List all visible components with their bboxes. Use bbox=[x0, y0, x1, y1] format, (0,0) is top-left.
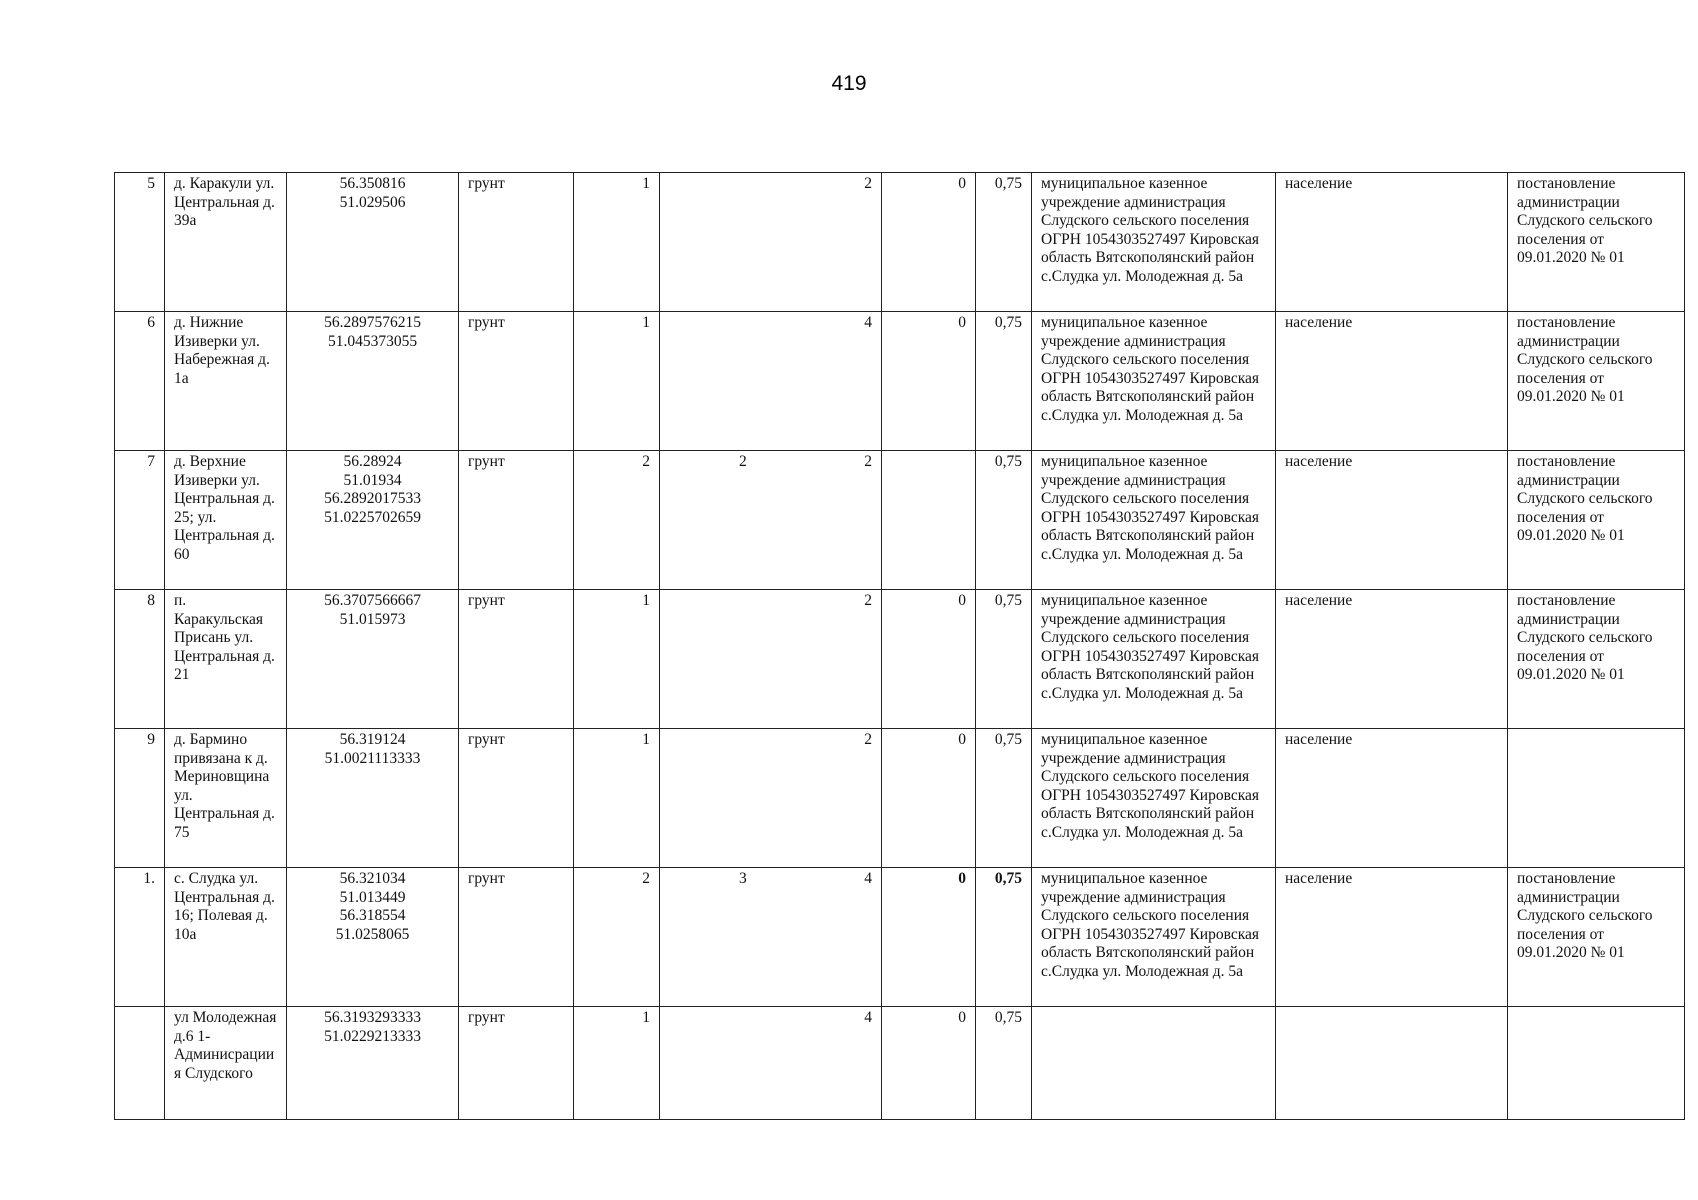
address-cell: д. Каракули ул. Центральная д. 39а bbox=[165, 173, 287, 312]
row-number: 1. bbox=[115, 868, 165, 1007]
coordinate: 51.029506 bbox=[339, 193, 406, 211]
row-number bbox=[115, 1007, 165, 1120]
coordinate: 51.0229213333 bbox=[324, 1027, 421, 1045]
count-value: 2 bbox=[864, 453, 872, 470]
count-value: 2 bbox=[864, 731, 872, 748]
count-cell bbox=[660, 868, 882, 1007]
address-cell: п. Каракульская Присань ул. Центральная д. 21 bbox=[165, 590, 287, 729]
coordinate: 51.0021113333 bbox=[324, 749, 421, 767]
count-cell: 1 bbox=[574, 590, 660, 729]
count-cell: 0 bbox=[882, 590, 976, 729]
coordinates-cell bbox=[287, 312, 459, 451]
volume-cell: 0,75 bbox=[976, 312, 1032, 451]
volume-cell: 0,75 bbox=[976, 173, 1032, 312]
coordinate: 56.2892017533 bbox=[324, 490, 421, 508]
count-cell bbox=[660, 1007, 882, 1120]
source-cell: население bbox=[1276, 868, 1508, 1007]
address-cell: д. Нижние Изиверки ул. Набережная д. 1а bbox=[165, 312, 287, 451]
address-cell: с. Слудка ул. Центральная д. 16; Полевая д. 10а bbox=[165, 868, 287, 1007]
page-number: 419 bbox=[831, 72, 867, 95]
count-cell: 0 bbox=[882, 1007, 976, 1120]
row-number: 9 bbox=[115, 729, 165, 868]
surface-cell: грунт bbox=[459, 173, 574, 312]
row-number: 8 bbox=[115, 590, 165, 729]
surface-cell: грунт bbox=[459, 590, 574, 729]
coordinates-cell bbox=[287, 173, 459, 312]
basis-cell bbox=[1508, 729, 1685, 868]
coordinate: 51.013449 bbox=[339, 888, 406, 906]
surface-cell: грунт bbox=[459, 1007, 574, 1120]
table-row bbox=[115, 590, 1685, 729]
count-cell: 0 bbox=[882, 312, 976, 451]
count-cell bbox=[660, 451, 882, 590]
coordinate: 56.350816 bbox=[339, 175, 406, 192]
table-row bbox=[115, 173, 1685, 312]
source-cell: население bbox=[1276, 590, 1508, 729]
coordinates-cell bbox=[287, 451, 459, 590]
count-cell: 1 bbox=[574, 312, 660, 451]
table-row bbox=[115, 312, 1685, 451]
address-cell: д. Бармино привязана к д. Мериновщина ул. Центральная д. 75 bbox=[165, 729, 287, 868]
coordinate: 51.0258065 bbox=[335, 925, 410, 943]
coordinate: 51.015973 bbox=[339, 610, 406, 628]
coordinates-cell bbox=[287, 1007, 459, 1120]
coordinate: 51.01934 bbox=[343, 471, 402, 489]
volume-cell: 0,75 bbox=[976, 729, 1032, 868]
basis-cell: постановление администрации Слудского сельского поселения от 09.01.2020 № 01 bbox=[1508, 451, 1685, 590]
volume-cell: 0,75 bbox=[976, 590, 1032, 729]
coordinates-cell bbox=[287, 590, 459, 729]
address-cell: д. Верхние Изиверки ул. Центральная д. 25; ул. Центральная д. 60 bbox=[165, 451, 287, 590]
owner-cell: муниципальное казенное учреждение администрация Слудского сельского поселения ОГРН 1054303527497 Кировская область Вятскополянский район с.Слудка ул. Молодежная д. 5а bbox=[1032, 590, 1276, 729]
source-cell: население bbox=[1276, 173, 1508, 312]
count-cell bbox=[660, 590, 882, 729]
source-cell: население bbox=[1276, 451, 1508, 590]
volume-cell: 0,75 bbox=[976, 451, 1032, 590]
basis-cell: постановление администрации Слудского сельского поселения от 09.01.2020 № 01 bbox=[1508, 312, 1685, 451]
owner-cell: муниципальное казенное учреждение администрация Слудского сельского поселения ОГРН 1054303527497 Кировская область Вятскополянский район с.Слудка ул. Молодежная д. 5а bbox=[1032, 868, 1276, 1007]
basis-cell: постановление администрации Слудского сельского поселения от 09.01.2020 № 01 bbox=[1508, 590, 1685, 729]
coordinate: 51.045373055 bbox=[327, 332, 418, 350]
count-cell bbox=[882, 451, 976, 590]
surface-cell: грунт bbox=[459, 729, 574, 868]
count-value: 4 bbox=[864, 1009, 872, 1026]
count-cell: 0 bbox=[882, 729, 976, 868]
basis-cell bbox=[1508, 1007, 1685, 1120]
count-cell: 1 bbox=[574, 729, 660, 868]
count-cell: 1 bbox=[574, 1007, 660, 1120]
coordinate: 56.318554 bbox=[339, 907, 406, 925]
coordinates-cell bbox=[287, 729, 459, 868]
volume-cell: 0,75 bbox=[976, 1007, 1032, 1120]
coordinate: 56.319124 bbox=[339, 731, 406, 748]
coordinate: 56.3707566667 bbox=[324, 592, 421, 609]
coordinate: 56.321034 bbox=[339, 870, 406, 887]
count-cell bbox=[660, 312, 882, 451]
table-row bbox=[115, 451, 1685, 590]
row-number: 7 bbox=[115, 451, 165, 590]
table-row bbox=[115, 729, 1685, 868]
owner-cell: муниципальное казенное учреждение администрация Слудского сельского поселения ОГРН 1054303527497 Кировская область Вятскополянский район с.Слудка ул. Молодежная д. 5а bbox=[1032, 173, 1276, 312]
address-cell: ул Молодежная д.6 1-Админисрации я Слудского bbox=[165, 1007, 287, 1120]
owner-cell: муниципальное казенное учреждение администрация Слудского сельского поселения ОГРН 1054303527497 Кировская область Вятскополянский район с.Слудка ул. Молодежная д. 5а bbox=[1032, 451, 1276, 590]
count-cell: 0 bbox=[882, 173, 976, 312]
surface-cell: грунт bbox=[459, 868, 574, 1007]
surface-cell: грунт bbox=[459, 451, 574, 590]
owner-cell: муниципальное казенное учреждение администрация Слудского сельского поселения ОГРН 1054303527497 Кировская область Вятскополянский район с.Слудка ул. Молодежная д. 5а bbox=[1032, 729, 1276, 868]
source-cell: население bbox=[1276, 312, 1508, 451]
coordinates-cell bbox=[287, 868, 459, 1007]
count-cell: 0 bbox=[882, 868, 976, 1007]
volume-cell: 0,75 bbox=[976, 868, 1032, 1007]
coordinate: 56.28924 bbox=[343, 453, 402, 470]
count-cell bbox=[660, 729, 882, 868]
count-value: 4 bbox=[864, 870, 872, 887]
count-value: 4 bbox=[864, 314, 872, 331]
basis-cell: постановление администрации Слудского сельского поселения от 09.01.2020 № 01 bbox=[1508, 868, 1685, 1007]
surface-cell: грунт bbox=[459, 312, 574, 451]
count-cell: 1 bbox=[574, 173, 660, 312]
owner-cell: муниципальное казенное учреждение администрация Слудского сельского поселения ОГРН 1054303527497 Кировская область Вятскополянский район с.Слудка ул. Молодежная д. 5а bbox=[1032, 312, 1276, 451]
count-cell: 2 bbox=[574, 868, 660, 1007]
source-cell: население bbox=[1276, 729, 1508, 868]
count-cell: 2 bbox=[574, 451, 660, 590]
basis-cell: постановление администрации Слудского сельского поселения от 09.01.2020 № 01 bbox=[1508, 173, 1685, 312]
count-value: 2 bbox=[864, 175, 872, 192]
count-value: 3 bbox=[739, 870, 747, 887]
count-value: 2 bbox=[864, 592, 872, 609]
table-row bbox=[115, 868, 1685, 1007]
row-number: 6 bbox=[115, 312, 165, 451]
registry-table bbox=[114, 172, 1685, 1120]
table-row bbox=[115, 1007, 1685, 1120]
owner-cell bbox=[1032, 1007, 1276, 1120]
coordinate: 56.2897576215 bbox=[324, 314, 421, 331]
row-number: 5 bbox=[115, 173, 165, 312]
count-value: 2 bbox=[739, 453, 747, 470]
coordinate: 51.0225702659 bbox=[324, 508, 421, 526]
source-cell bbox=[1276, 1007, 1508, 1120]
count-cell bbox=[660, 173, 882, 312]
coordinate: 56.3193293333 bbox=[324, 1009, 421, 1026]
